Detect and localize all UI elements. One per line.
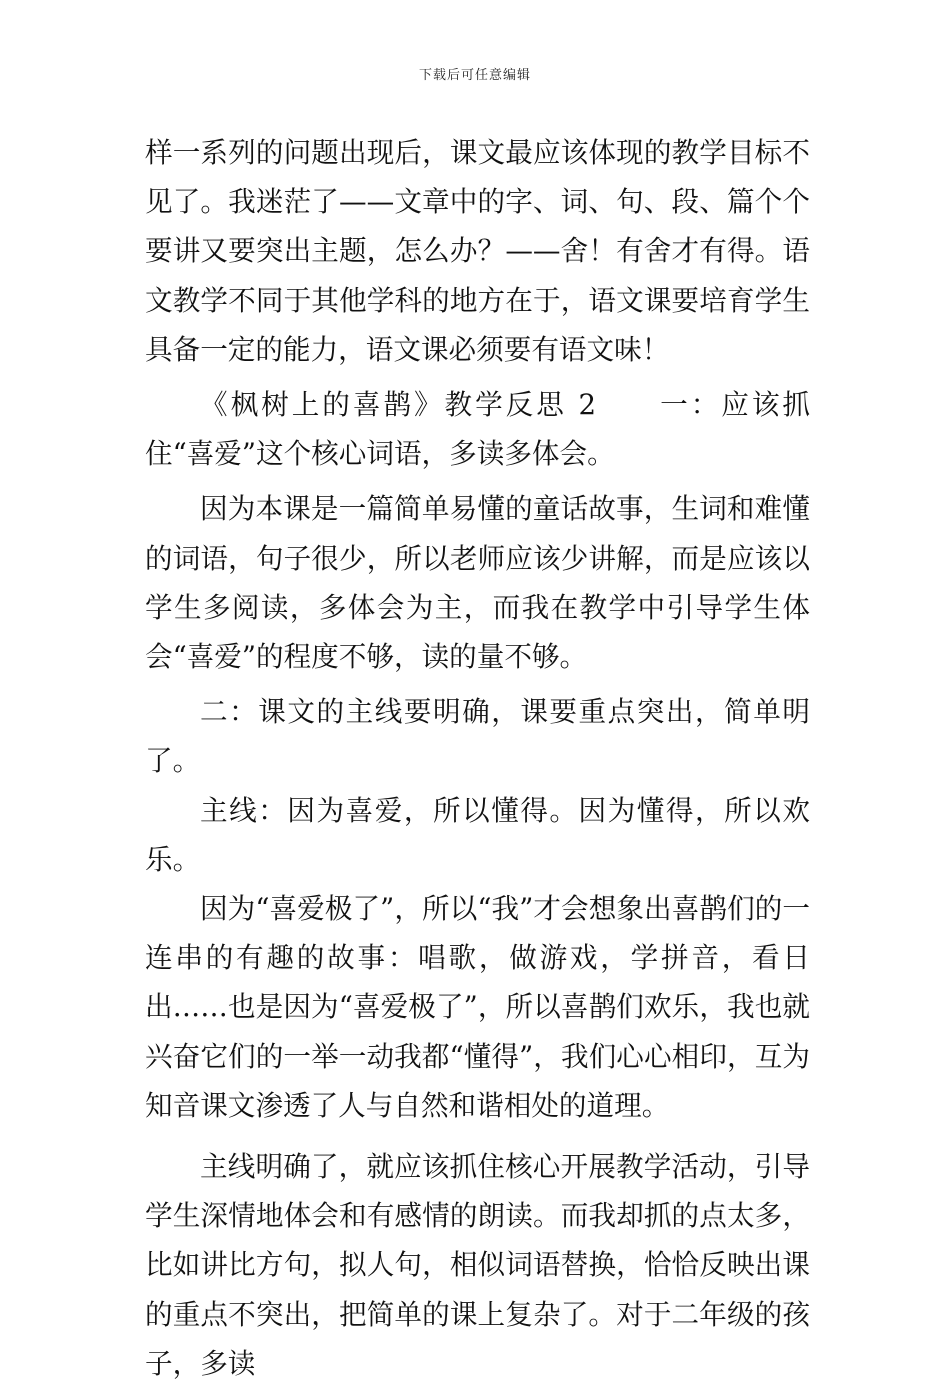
paragraph-reason: 因为本课是一篇简单易懂的童话故事，生词和难懂的词语，句子很少，所以老师应该少讲解，而是应该以学生多阅读，多体会为主，而我在教学中引导学生体会“喜爱”的程度不够，读的量不够。 bbox=[145, 492, 810, 674]
paragraph-main-line: 主线：因为喜爱，所以懂得。因为懂得，所以欢乐。 bbox=[145, 793, 810, 876]
paragraph-section-title: 《枫树上的喜鹊》教学反思 2 一：应该抓住“喜爱”这个核心词语，多读多体会。 bbox=[145, 388, 810, 471]
paragraph-story: 因为“喜爱极了”，所以“我”才会想象出喜鹊们的一连串的有趣的故事：唱歌，做游戏，学拼音，看日出……也是因为“喜爱极了”，所以喜鹊们欢乐，我也就兴奋它们的一举一动我都“懂得”，我们心心相印，互为知音课文渗透了人与自然和谐相处的道理。 bbox=[145, 892, 810, 1122]
paragraph-reflection: 主线明确了，就应该抓住核心开展教学活动，引导学生深情地体会和有感情的朗读。而我却抓的点太多，比如讲比方句，拟人句，相似词语替换，恰恰反映出课的重点不突出，把简单的课上复杂了。对于二年级的孩子，多读 bbox=[145, 1150, 810, 1380]
document-body bbox=[145, 128, 810, 1388]
page-header-note: 下载后可任意编辑 bbox=[418, 68, 531, 83]
paragraph-point-two: 二：课文的主线要明确，课要重点突出，简单明了。 bbox=[145, 695, 810, 778]
paragraph-continuation: 样一系列的问题出现后，课文最应该体现的教学目标不见了。我迷茫了——文章中的字、词、句、段、篇个个要讲又要突出主题，怎么办？——舍！有舍才有得。语文教学不同于其他学科的地方在于，语文课要培育学生具备一定的能力，语文课必须要有语文味！ bbox=[145, 136, 810, 366]
